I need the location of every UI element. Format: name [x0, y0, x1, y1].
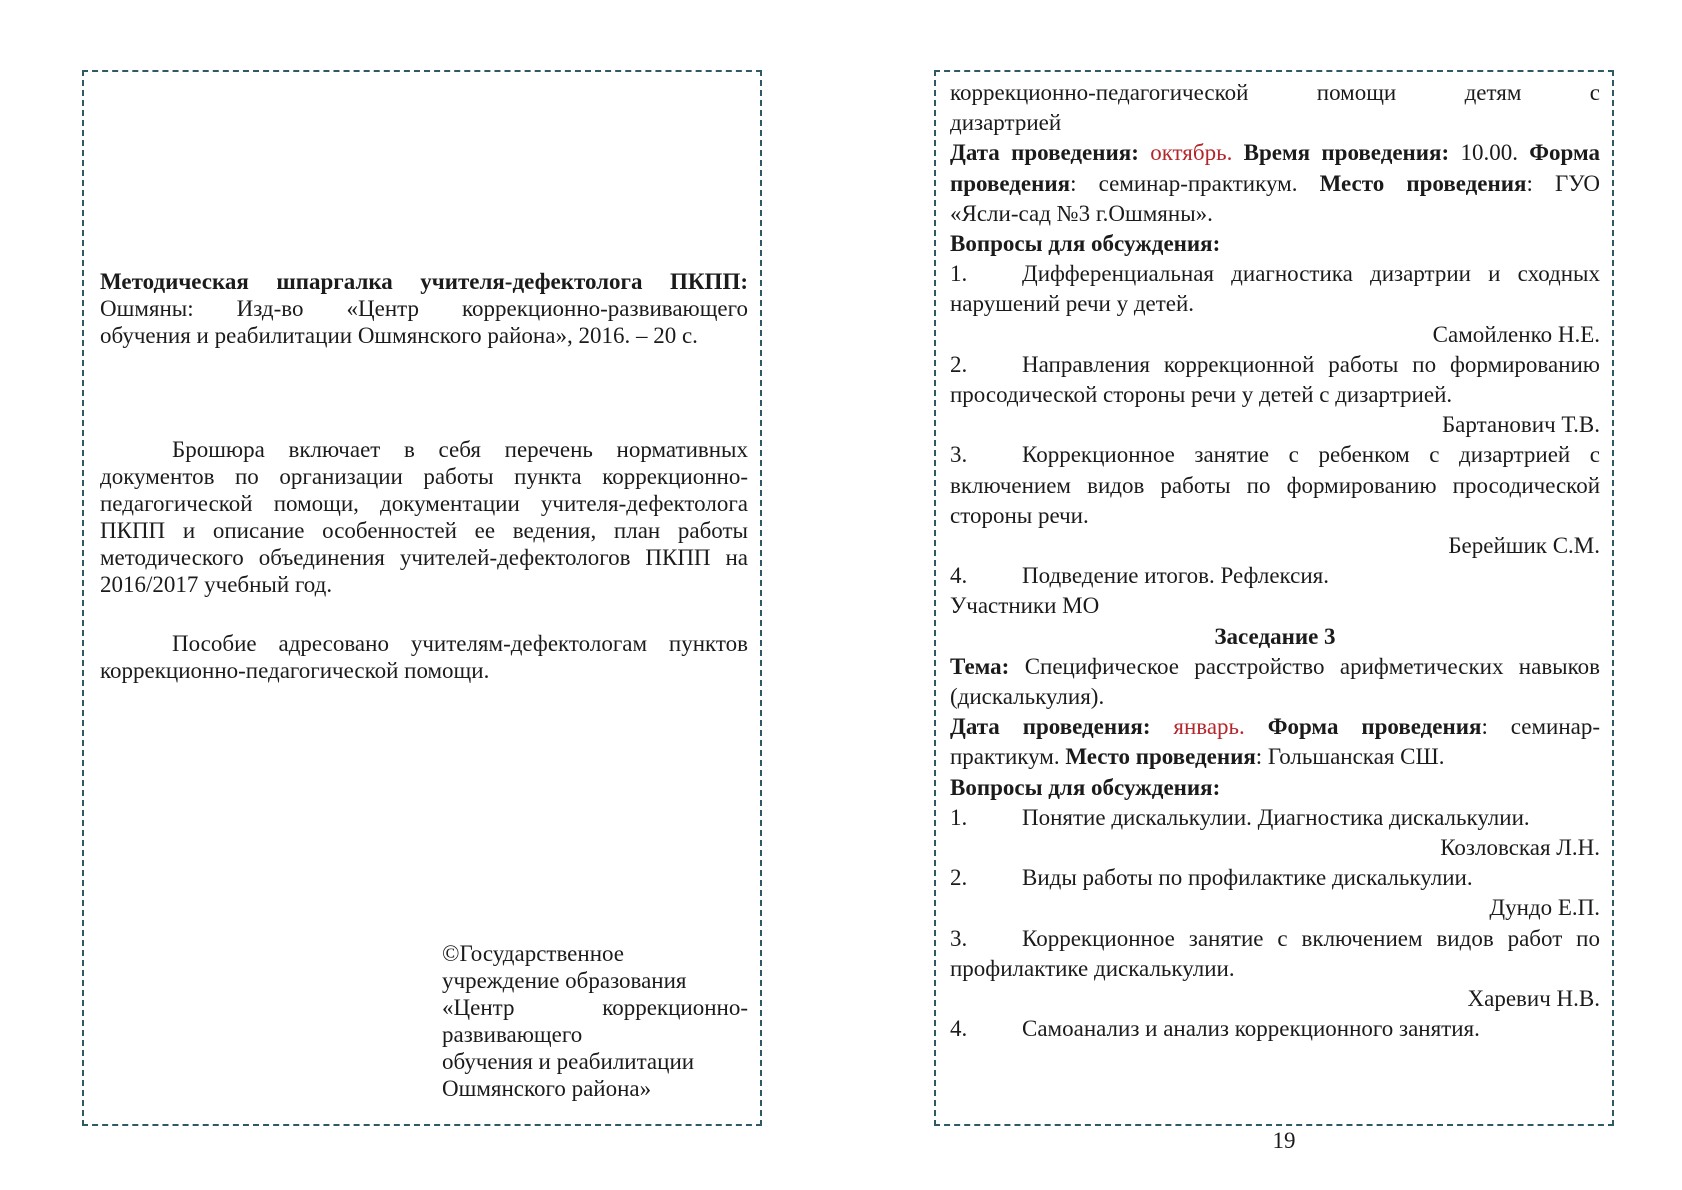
question-text: Коррекционное занятие с ребенком с дизартрией с включением видов работы по формированию просодической стороны речи. — [950, 442, 1600, 528]
question-author: Берейшик С.М. — [1448, 533, 1600, 559]
question-number: 3. — [950, 925, 968, 951]
question-item — [950, 440, 1600, 531]
form-label: Форма проведения — [1267, 714, 1482, 740]
abstract-paragraph: Брошюра включает в себя перечень нормативных документов по организации работы пункта коррекционно-педагогической помощи, документации учителя-дефектолога ПКПП и описание особенностей ее ведения, план работы методического объединения учителей-дефектологов ПКПП на 2016/2017 учебный год. — [100, 437, 748, 597]
question-text: Направления коррекционной работы по формированию просодической стороны речи у детей с дизартрией. — [950, 351, 1600, 408]
question-text: Понятие дискалькулии. Диагностика дискалькулии. — [1022, 804, 1530, 830]
session3-topic — [950, 652, 1600, 712]
participants: Участники МО — [950, 593, 1100, 619]
questions-label: Вопросы для обсуждения: — [950, 774, 1221, 800]
session3-meta — [950, 712, 1600, 772]
date-label: Дата проведения: — [950, 140, 1139, 166]
place-value: : ГУО «Ясли-сад №3 г.Ошмяны». — [950, 170, 1601, 226]
question-text: Дифференциальная диагностика дизартрии и сходных нарушений речи у детей. — [950, 261, 1600, 317]
copyright-line-5: обучения и реабилитации — [442, 1049, 695, 1074]
right-page-content — [950, 78, 1600, 1045]
questions-label: Вопросы для обсуждения: — [950, 231, 1221, 257]
intro-word-1: коррекционно-педагогической — [950, 80, 1249, 105]
brochure-title: Методическая шпаргалка учителя-дефектолога ПКПП: — [100, 269, 748, 294]
session3-heading: Заседание 3 — [1214, 623, 1336, 649]
topic-label: Тема: — [950, 653, 1010, 679]
question-item — [950, 259, 1600, 319]
question-author: Дундо Е.П. — [1489, 895, 1600, 921]
left-page — [82, 70, 762, 1126]
question-item — [950, 1014, 1600, 1044]
form-label: Форма проведения — [950, 140, 1600, 196]
time-label: Время проведения: — [1243, 140, 1450, 166]
session2-meta — [950, 138, 1600, 229]
form-value: : семинар-практикум. — [1070, 170, 1298, 196]
date-value: январь. — [1173, 714, 1245, 740]
copyright-line-2: учреждение образования — [442, 968, 687, 993]
copyright-line-6: Ошмянского района» — [442, 1076, 652, 1101]
question-item — [950, 350, 1600, 410]
question-item — [950, 924, 1600, 984]
audience-paragraph: Пособие адресовано учителям-дефектологам пунктов коррекционно-педагогической помощи. — [100, 631, 748, 683]
question-author: Бартанович Т.В. — [1441, 412, 1600, 438]
question-text: Самоанализ и анализ коррекционного занятия. — [1022, 1016, 1480, 1042]
place-value: : Гольшанская СШ. — [1255, 744, 1445, 770]
intro-word-3: детям — [1464, 80, 1522, 105]
copyright-line-1: ©Государственное — [442, 941, 624, 966]
question-author: Самойленко Н.Е. — [1432, 321, 1600, 347]
intro-line-2: дизартрией — [950, 110, 1062, 136]
time-value: 10.00. — [1460, 140, 1518, 166]
place-label-b: проведения — [1406, 170, 1527, 196]
right-page — [934, 70, 1614, 1126]
question-text: Подведение итогов. Рефлексия. — [1022, 563, 1329, 589]
copyright-block — [442, 940, 748, 1102]
intro-line-1 — [950, 78, 1600, 108]
intro-word-4: с — [1589, 80, 1600, 105]
question-author: Козловская Л.Н. — [1440, 835, 1600, 861]
place-label: Место проведения — [1065, 744, 1256, 770]
imprint-line-1: Ошмяны: Изд-во «Центр коррекционно-развивающего — [100, 296, 748, 321]
question-item — [950, 803, 1600, 833]
topic-value: Специфическое расстройство арифметических навыков (дискалькулия). — [950, 653, 1600, 710]
question-number: 4. — [950, 1016, 968, 1042]
imprint-line-2: обучения и реабилитации Ошмянского района», 2016. – 20 с. — [100, 323, 698, 348]
question-item — [950, 561, 1600, 591]
question-number: 1. — [950, 804, 968, 830]
form-value: : семинар-практикум. — [950, 714, 1600, 770]
copyright-word-correction: коррекционно- — [602, 995, 748, 1020]
page-number: 19 — [1272, 1128, 1296, 1153]
date-label: Дата проведения: — [950, 714, 1151, 740]
question-number: 4. — [950, 563, 968, 589]
bibliographic-entry — [100, 268, 748, 349]
question-number: 2. — [950, 865, 968, 891]
intro-word-2: помощи — [1316, 80, 1397, 105]
question-number: 3. — [950, 442, 968, 468]
question-text: Коррекционное занятие с включением видов работ по профилактике дискалькулии. — [950, 925, 1600, 981]
question-author: Харевич Н.В. — [1467, 986, 1600, 1012]
copyright-line-3 — [442, 994, 748, 1021]
question-number: 2. — [950, 351, 968, 377]
date-value: октябрь. — [1150, 140, 1233, 166]
place-label-a: Место — [1319, 170, 1385, 196]
question-number: 1. — [950, 261, 968, 287]
question-text: Виды работы по профилактике дискалькулии. — [1022, 865, 1473, 891]
copyright-word-centre: «Центр — [442, 995, 515, 1020]
question-item — [950, 863, 1600, 893]
copyright-line-4: развивающего — [442, 1022, 583, 1047]
